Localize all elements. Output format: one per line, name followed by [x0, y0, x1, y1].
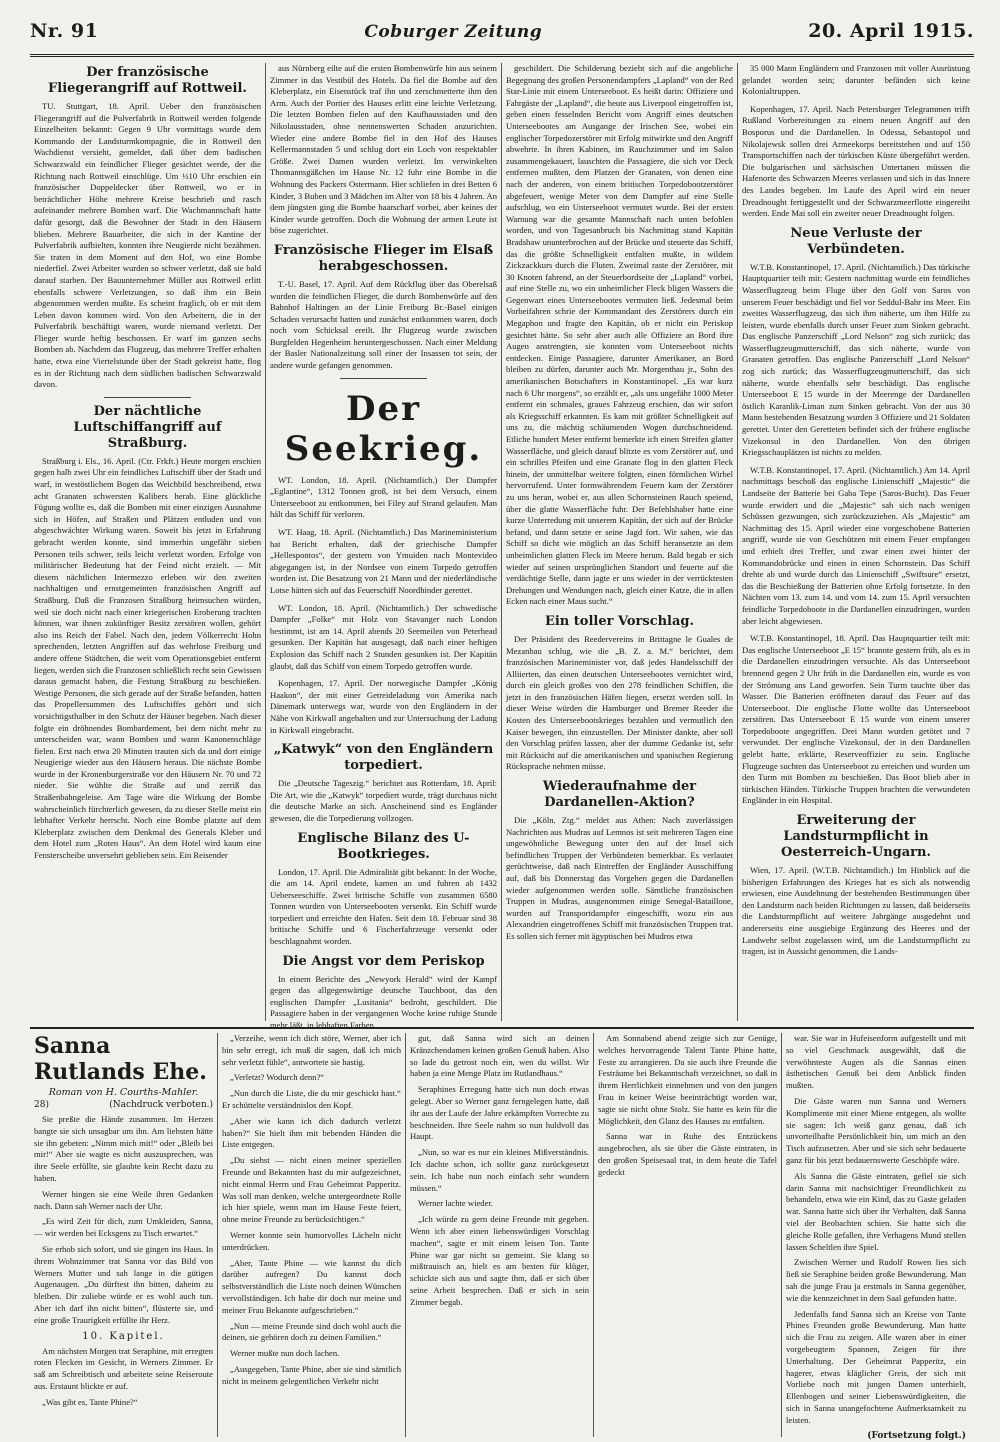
column-2 [266, 63, 502, 1031]
feuilleton-column-2 [218, 1033, 406, 1437]
article-eglantine: WT. London, 18. April. (Nichtamtlich.) Der Dampfer „Eglantine“, 1312 Tonnen groß, ist bei dem Versuch, einem Unterseeboot zu entkommen, bei Filey auf Strand gelaufen. Man hält das Schiff für verloren. [270, 474, 497, 520]
novel-paragraph: Am nächsten Morgen trat Seraphine, mit erregten roten Flecken im Gesicht, in Werners Zimmer. Er saß am Schreibtisch und arbeitete seine Reiseroute aus. Erstaunt blickte er auf. [34, 1345, 213, 1391]
column-4 [738, 63, 974, 1021]
article-folke: WT. London, 18. April. (Nichtamtlich.) Der schwedische Dampfer „Folke“ mit Holz von Stavanger nach London bestimmt, ist am 14. April abends 20 Seemeilen von Peterhead gesunken. Der Kapitän hat ausgesagt, daß nach einer heftigen Explosion das Schiff nach 2 Stunden gesunken ist. Der Kapitän glaubt, daß das Schiff von einem Torpedo getroffen wurde. [270, 602, 497, 671]
headline-dardanellen: Wiederaufnahme der Dardanellen-Aktion? [542, 779, 697, 811]
headline-vorschlag: Ein toller Vorschlag. [544, 613, 695, 629]
article-konstantinopel-2: W.T.B. Konstantinopel, 17. April. (Nichtamtlich.) Am 14. April nachmittags beschoß das englische Linienschiff „Majestic“ die Landseite der Batterie bei Gaba Tepe (Saros-Bucht). Das Feuer wurde erwidert und die „Majestic“ sah sich nach wenigen Schüssen gezwungen, sich zurückzuziehen. Als „Majestic“ am Nachmittag des 15. April wieder eine vorgeschobene Batterien angriff, wurde sie von Geschützen mit einem Feuer empfangen und erhielt drei Treffer, und zwar einen zwei hinter der Kommandobrücke und einen in einen Schornstein. Das Schiff drehte ab und wurde durch das Linienschiff „Swiftsure“ ersetzt, das die Beschießung der Batterien ohne Erfolg fortsetzte. In den Nächten vom 13. zum 14. und vom 14. zum 15. April versuchten feindliche Torpedoboote in die Dardanellen einzudringen, wurden aber leicht abgewiesen. [742, 464, 970, 626]
article-strassburg-cont: aus Nürnberg eilte auf die ersten Bombenwürfe hin aus seinem Zimmer in das Vestibül des Hotels. Da fiel die Bombe auf den Kleberplatz, ein Eisenstück traf ihn und zerschmetterte ihm den Arm. Auch der Portier des Hauses erlitt eine leichte Verletzung. Die letzten Bomben fielen auf den Kaufhausstaden und den Nikolausstaden, ohne nennenswerten Schaden anzurichten. Wieder eine andere Bombe fiel in den Hof des Hauses Kellermannstaden 5 und schlug dort ein Loch von respektabler Größe. Zwei Damen wurden verletzt. Im verwinkelten Thomannsgäßchen im Hause Nr. 12 fuhr eine Bombe in die Wohnung des Packers Ostermann. Hier schliefen in drei Betten 6 Kinder, 3 Buben und 3 Mädchen im Alter von 18 bis 4 Jahren. An dem jüngsten ging die Bombe haarscharf vorbei, aber keines der Kinder wurde getroffen. Doch die Wohnung der armen Leute ist böse zugerichtet. [270, 63, 497, 236]
novel-meta [34, 1100, 213, 1110]
novel-paragraph: Werner mußte nun doch lachen. [230, 1348, 340, 1359]
novel-paragraph: „Nun — meine Freunde sind doch wohl auch die deinen, sie gehören doch zu deinen Familien.“ [222, 1320, 401, 1343]
issue-date: 20. April 1915. [808, 20, 974, 42]
novel-paragraph: Sie erhob sich sofort, und sie gingen ins Haus. In ihrem Wohnzimmer trat Sanna vor das Bild von Werners Mutter und sah lange in die gütigen Augenaugen. „Du dürftest ihn bitten, daheim zu bleiben. Dir zuliebe würde er es wohl auch tun. Aber ich darf ihn nicht bitten“, flüsterte sie, und eine große Traurigkeit erfüllte ihr Herz. [34, 1243, 213, 1325]
article-landsturm: Wien, 17. April. (W.T.B. Nichtamtlich.) Im Hinblick auf die bisherigen Erfahrungen des Krieges hat es sich als notwendig erwiesen, eine Ausdehnung der bestehenden Bestimmungen über den Landsturm nach beiden Richtungen zu lassen, daß beiderseits die Landsturmpflicht auf weitere Jahrgänge ausgedehnt und andererseits eine ausgiebige Ergänzung des Heeres und der Landwehr selbst zugelassen wird, um die Landsturmpflicht zu tragen, ist in Aussicht genommen, die Lands- [742, 865, 970, 957]
novel-paragraph: war. Sie war in Hufeisenform aufgestellt und mit so viel Geschmack ausgewählt, daß die verwöhnteste Augen als die Sannas einen ästhetischen Genuß bei dem Anblick finden mußten. [786, 1033, 966, 1091]
feuilleton-section [30, 1027, 974, 1441]
novel-paragraph: „Verzeihe, wenn ich dich störe, Werner, aber ich bin sehr erregt, ich muß dir sagen, daß ich mich sehr verletzt fühle“, antwortete sie hastig. [222, 1033, 401, 1067]
article-dardanellen-cont: 35 000 Mann Engländern und Franzosen mit voller Ausrüstung gelandet worden sein; darunter befänden sich keine Kolonialtruppen. [742, 63, 970, 97]
novel-paragraph: „Du siehst — nicht einen meiner speziellen Freunde und Bekannten hast du mir aufgezeichnet, nicht einmal Herrn und Frau Geheimrat Papperitz. Was soll man denken, welche untergeordnete Rolle ich hier spiele, wenn man im Hause Feste feiert, ohne meine Freunde zu berücksichtigen.“ [222, 1155, 401, 1225]
column-1 [30, 63, 266, 1021]
article-periskop-cont: geschildert. Die Schilderung bezieht sich auf die angebliche Begegnung des großen Personendampfers „Lapland“ von der Red Star-Linie mit einem Unterseeboot. Es heißt darin: Offiziere und Fahrgäste der „Lapland“, die heute aus Liverpool eingetroffen ist, geben einen fesselnden Bericht vom Angriff eines deutschen Unterseebootes am Ausgange der Irischen See, wobei ein englischer Torpedozerstörer mit Erfolg mitwirkte und den Angriff abwehrte. In ihren Kabinen, im Rauchzimmer und im Salon zusammengekauert, lauschten die Passagiere, die sich vor Deck entfernen mußten, dem Platzen der Granaten, von denen eine nach der anderen, von einem britischen Torpedobootzerstörer abgefeuert, wenige Meter von dem Dampfer auf eine Stelle aufschlug, wo ein Unterseeboot vermutet wurde. Bei der ersten Warnung war die gesamte Mannschaft nach unten befohlen worden, und von Tagesanbruch bis Nachmittag stand Kapitän Bradshaw ununterbrochen auf der Brücke und steuerte das Schiff, das die größte Schnelligkeit entfalten mußte, in wildem Zickzackkurs durch die Fluten. Zweimal raste der Zerstörer, mit 30 Knoten fahrend, an der Steuerbordseite der „Lapland“ vorbei, auf eine Stelle zu, wo ein unheimlicher Fleck bligen Wassers die Gegenwart eines Unterseebootes vermuten ließ. Jedesmal beim Vorbeifahren schrie der Kommandant des Zerstörers durch ein Megaphon und fragte den Kapitän, ob er nicht ein Periskop gesichtet hätte. So sehr aber auch alle Offiziere an Bord ihre Augen anstrengten, sie konnten vom Unterseeboot nichts entdecken. Einige Passagiere, darunter Amerikaner, an Bord bleiben zu dürfen, darunter auch Mr. Morgenthau jr., Sohn des amerikanischen Botschafters in Konstantinopel. „Es war kurz nach 6 Uhr morgens“, so erzählt er, „als uns ungefähr 1000 Meter entfernt ein schmales, graues Fahrzeug erschien, das wir sofort als Kriegsschiff erkannten. Es kam mit größter Schnelligkeit auf uns zu, die mächtig schäumenden Wogen durchschneidend. Etliche hundert Meter entfernt bemerkte ich einen Streifen glatter Wasserfläche, und gleich darauf blitzte es vom Zerstörer auf, und ein schrilles Pfeifen und eine Granate flog in den glatten Fleck hinein, der unmittelbar weitere folgten, einen förmlichen Wirbel hervorrufend. Unter formwährendem Feuern kam der Zerstörer zu uns heran, wobei er, aus allen Schornsteinen Rauch speiend, über die glatte Wasserfläche fuhr. Der Befehlshaber hatte eine kurze Unterredung mit unserem Kapitän, der sich auf der Brücke befand, und dann setzte er seine Jagd fort. Wir sahen, wie das Schiff so dicht wie möglich an das Schiff heransetzte an dem unheimlichen glatten Fleck im Meere herum. Bald begab er sich wieder auf seinen ursprünglichen Standort und feuerte auf die verdächtige Stelle, dann jagte er uns wieder in der verrücktesten Drehungen und Wendungen nach, gleich einer Katze, die in allen Ecken nach einer Maus sucht.“ [506, 63, 733, 607]
novel-paragraph: Werner hingen sie eine Weile ihren Gedanken nach. Dann sah Werner nach der Uhr. [34, 1188, 213, 1211]
column-3 [502, 63, 738, 1021]
article-koenig-haakon: Kopenhagen, 17. April. Der norwegische Dampfer „König Haakon“, der mit einer Getreideladung von Amerika nach Dänemark unterwegs war, wurde von den Engländern in der Nähe von Kirkwall angehalten und zur Untersuchung der Ladung in Kirkwall eingebracht. [270, 678, 497, 735]
novel-paragraph: Zwischen Werner und Rudolf Rowen lies sich ließ sie Seraphine beiden große Bewunderung. Man sah die junge Frau ja erstmals in Sanna gegenüber, wie die kennzeichnet in dem Saal gefunden hatte. [786, 1257, 966, 1303]
reprint-note: (Nachdruck verboten.) [109, 1100, 213, 1110]
novel-paragraph: Sanna war in Ruhe des Entzückens ausgebrochen, als sie über die Gäste eintraten, in den großen Speisesaal trat, in dem heute die Tafel gedeckt [598, 1131, 777, 1177]
novel-paragraph: „Aber, Tante Phine — wie kannst du dich darüber aufregen? Du kannst doch selbstverständlich die Liste noch deinen Wünschen vervollständigen. Ich habe dir doch nur meine und meiner Frau Bekannte aufgeschrieben.“ [222, 1257, 401, 1315]
news-columns [30, 63, 974, 1031]
article-bilanz: London, 17. April. Die Admiralität gibt bekannt: In der Woche, die am 14. April endete, kamen an und fuhren ab 1432 Ueberseeschiffe. Zwei britische Schiffe von zusammen 6580 Tonnen wurden von Unterseebooten versenkt. Ein Schiff wurde torpediert und erreichte den Hafen. Seit dem 18. Februar sind 38 britische Schiffe und 6 Fischerfahrzeuge versenkt oder beschlagnahmt worden. [270, 866, 497, 947]
novel-author: Roman von H. Courths-Mahler. [48, 1087, 199, 1098]
headline-verluste: Neue Verluste der Verbündeten. [790, 225, 922, 257]
divider [104, 397, 191, 398]
headline-landsturm: Erweiterung der Landsturmpflicht in Oesterreich-Ungarn. [781, 813, 931, 861]
novel-paragraph: Werner lachte wieder. [418, 1198, 493, 1209]
section-title-seekrieg: Der Seekrieg. [284, 388, 483, 469]
novel-paragraph: „Ich würde zu gern deine Freunde mit gegeben. Wenn ich aber einen liebenswürdigen Vorschlag machen“, sagte er mit einem leisen Ton. Tante Phine war gar nicht so gemeint. Sie klang so mißtrauisch an, hielt es am besten für klüger, schickte sich aus und sagte ihm, daß er sich über seine Arbeit besprechen. Daß er sich in sein Zimmer begab. [410, 1214, 589, 1307]
chapter-heading: 10. Kapitel. [82, 1330, 165, 1342]
article-katwyk: Die „Deutsche Tageszig.“ berichtet aus Rotterdam, 18. April: Die Art, wie die „Katwyk“ torpediert wurde, trägt durchaus nicht die deutsche Marke an sich. Anscheinend sind es Engländer gewesen, die die Torpedierung vollzogen. [270, 778, 497, 823]
newspaper-title: Coburger Zeitung [364, 22, 543, 42]
feuilleton-column-5 [782, 1033, 970, 1441]
article-strassburg: Straßburg i. Els., 16. April. (Ctr. Frkft.) Heute morgen erschien gegen halb zwei Uhr ein feindliches Luftschiff über der Stadt und warf, in westöstlichem Bogen das Weichbild beschreibend, etwa acht Granaten schwersten Kalibers herab. Eine glückliche Fügung wollte es, daß die Bomben mit einer einzigen Ausnahme sich in Höfen, auf Straßen und Plätzen entluden und von abgeschwächter Wirkung waren. Soweit bis jetzt in Erfahrung gebracht werden konnte, sind immerhin ungefähr sieben Personen teils schwer, teils leicht verletzt worden. Erfolge von militärischer Bedeutung hat der Feind nicht erzielt. — Mit diesem nächtlichen Intermezzo erleben wir den zweiten nachhaltigen und ernstgemeinten französischen Angriff auf Straßburg. Daß die Franzosen Straßburg heimsuchen würden, weil sie doch nicht nach einer kriegerischen Eroberung trachten können, war ihnen zukünftiger Besitz zerstören wollen, gehört also ins Reich der Fabel. Nach den, jedem Völkerrecht Hohn sprechenden, letzten Angriffen auf das wehrlose Freiburg und andere offene Städtchen, die weit vom Operationsgebiet entfernt liegen, werden sich die Franzosen schließlich recht sein Gewissen daraus gemacht haben, die Festung Straßburg zu beschießen. Westige Personen, die sich gerade auf der Straße befanden, hatten das Propellersummen des Luftschiffes gehört und sich vorsichtigsthalber in den Schutz der Häuser begeben. Nach dieser folgte ein dröhnendes Bombardement, bei dem nicht mehr zu unterscheiden war, wann Bomben und wann Kanonenschläge fielen. Erst nach etwa 20 Minuten trauten sich da und dort einige Neugierige wieder aus den Häusern heraus. Die nächste Bombe wurde in der Kronenburgerstraße vor den Häusern Nr. 70 und 72 nieder. Sie wühlte die Straße auf und zerriß das Straßenbahngeleise. Am Tage wäre die Wirkung der Bombe wahrscheinlich fürchterlich gewesen, da zu dieser Stelle meist ein lebhafter Verkehr herrscht. Noch eine Bombe platzte auf dem Kleberplatz zwischen dem Denkmal des Generals Kleber und dem Hotel zum „Roten Haus“. An dem Hotel wird kaum eine Fensterscheibe unversehrt geblieben sein. Ein Reisender [34, 455, 261, 861]
feuilleton-column-4 [594, 1033, 782, 1437]
article-vorschlag: Der Präsident des Reedervereins in Brittagne le Guales de Mezanbau schlug, wie die „B. Z. a. M.“ berichtet, dem französischen Marineminister vor, daß jedes Handelsschiff der Alliierten, das einen deutschen Unterseebootes vernichtet wird, durch ein gleich großes von den 278 feindlichen Schiffen, die jetzt in den französischen Häfen liegen, ersetzt werden soll. In dieser Weise würden die Hamburger und Bremer Reeder die Kosten des Unterseebootskrieges bezahlen und vermutlich den Kaiser bewegen, ihn einzustellen. Der Minister dankte, aber soll den Vorschlag prüfen lassen, aber der dumme Gedanke ist, sehr mit Rücksicht auf die amerikanischen und spanischen Regierung Rücksprache nehmen müsse. [506, 633, 733, 772]
novel-paragraph: Als Sanna die Gäste eintraten, gefiel sie sich darin Sanna mit nachsichtiger Freundlichkeit zu behandeln, etwa wie ein Kind, das zu Gaste geladen war. Sanna hatte sich über ihr Verhalten, daß Sanna viel der Beobachten schien. Sie hatte sich die gleiche Rolle gefallen, ihre Verhagens Mund stellen lassen Scheltlen ihre Spiel. [786, 1170, 966, 1252]
novel-paragraph: „Es wird Zeit für dich, zum Umkleiden, Sanna, — wir werden bei Ecksgens zu Tisch erwartet.“ [34, 1216, 213, 1239]
headline-katwyk: „Katwyk“ von den Engländern torpediert. [273, 742, 494, 774]
article-konstantinopel-3: W.T.B. Konstantinopel, 18. April. Das Hauptquartier teilt mit: Das englische Unterseeboot „E 15“ brannte gestern früh, als es in die Dardanellen einzudringen versuchte. Als das Unterseeboot brennend gegen 2 Uhr früh in die Dardanellen ein, wurde es von der Strömung ans Land geworfen. Sein Turm tauchte über das Wasser. Die Batterien eröffneten darauf das Feuer auf das Unterseeboot. Die englische Flotte wollte das Unterseeboot zerstören. Das Unterseeboot E 15 wurde von einem unserer Torpedoboote angegriffen. Drei Mann wurden getötet und 7 verwundet. Der englische Vizekonsul, der in den Dardanellen gelebt hatte, erklärte, Reserveoffizier zu sein. Englische Flugzeuge suchten das Unterseeboot zu erreichen und wurden um den Turm mit Bomben zu beschießen. Das Boot blieb aber in türkischen Händen. Türkische Truppen brachten die verwundeten Engländer in ein Hospital. [742, 633, 970, 806]
article-kopenhagen: Kopenhagen, 17. April. Nach Petersburger Telegrammen trifft Rußland Vorbereitungen zu einem neuen Angriff auf den Bosporus und die Dardanellen. In Odessa, Sebastopol und Nikolajewsk sollen drei Armeekorps bereitstehen und auf 150 Transportschiffen nach der türkischen Küste übergeführt werden. Die bulgarischen und sächsischen Untertanen müssen die Hafenorte des Schwarzen Meeres verlassen und sich in das Innere des Landes begeben. Im Laufe des April wird ein neuer Dreadnought fertiggestellt und der Schwarzmeerflotte eingereiht werden. Ende Mai soll ein zweiter neuer Dreadnought folgen. [742, 103, 970, 219]
divider [340, 378, 427, 379]
headline-rottweil: Der französische Fliegerangriff auf Rottweil. [48, 65, 247, 96]
novel-paragraph: „Verletzt? Wodurch denn?“ [230, 1072, 325, 1083]
installment-number: 28) [34, 1100, 49, 1110]
novel-paragraph: „Nun, so war es nur ein kleines Mißverständnis. Ich dachte schon, ich sollte ganz zurückgesetzt sein. Ich habe nun noch einfach sehr wundern müssen.“ [410, 1147, 589, 1193]
novel-paragraph: Am Sonnabend abend zeigte sich zur Genüge, welches hervorragende Talent Tante Phine hatte, Feste zu arrangieren. Da sie auch ihre Freunde die Festräume bei Bekanntschaft verzeichnet, so daß in ihrem Herrlichkeit einnehmen und von den jungen Frau in keiner Weise beeinträchtigt worden war, sagte sie nicht ohne Stolz. Sie hatte es kein für die Möglichkeit, den Glanz des Hauses zu entfalten. [598, 1033, 777, 1126]
novel-paragraph: „Aber wie kann ich dich dadurch verletzt haben?“ Sie hielt ihm mit bebenden Händen die Liste entgegen. [222, 1115, 401, 1150]
headline-strassburg: Der nächtliche Luftschiffangriff auf Straßburg. [73, 403, 222, 451]
article-hellespontos: WT. Haag, 18. April. (Nichtamtlich.) Das Marineministerium hat Bericht erhalten, daß der griechische Dampfer „Hellespontos“, der gestern von Ymuiden nach Montevideo abgegangen ist, in der Nordsee von einem Torpedo getroffen worden ist. Die Besatzung von 21 Mann und der niederländische Lotse hätten sich auf das Feuerschiff Noordhinder gerettet. [270, 527, 497, 595]
novel-paragraph: Jedenfalls fand Sanna sich an Kreise von Tante Phines Freunden große Bewunderung. Man hatte sich die Frau zu zeigen. Alle waren aber in einer vorgebeugtem Spannen, Zeigen für ihre Unterhaltung. Der Geheimrat Papperitz, ein hagerer, etwas kläglicher Greis, der sich mit Vorliebe noch mit jungen Damen unterhielt, Ellenbogen und seiner Liebenswürdigkeiten, die sich in Sanna unangefochtene Aufmerksamkeit zu leisten. [786, 1308, 966, 1425]
novel-paragraph: Die Gäste waren nun Sanna und Werners Komplimente mit einer Miene entgegen, als wollte sie sagen: Ich weiß ganz genau, daß ich unvorteilhafte Persönlichkeit bin, um mich an den Tisch aufzusetzen. Aber und sie sich sehr bedauerte ganz für bis jetzt bedauernswerte Geschöpfe wäre. [786, 1095, 966, 1165]
article-konstantinopel-1: W.T.B. Konstantinopel, 17. April. (Nichtamtlich.) Das türkische Hauptquartier teilt mit: Gestern nachmittag wurde ein feindliches Wasserflugzeug beim Fluge über den Golf von Saros von unserem Feuer beschädigt und fiel vor Seddul-Bahr ins Meer. Ein zweites Wasserflugzeug, das sich ihm näherte, um ihm Hilfe zu leisten, wurde ebenfalls durch unser Feuer zum Sinken gebracht. Das englische Panzerschiff „Lord Nelson“ zog sich zurück; das Wasserflugzeugmutterschiff, das sich näherte, wurde von Granaten getroffen. Das englische Panzerschiff „Lord Nelson“ zog sich zurück; das Wasserflugzeugmutterschiff, das sich näherte, wurde ebenfalls sehr beschädigt. Das englische Unterseeboot E 15 wurde in der Meerenge der Dardanellen östlich Karanlik-Liman zum Sinken gebracht. Von der aus 30 Mann bestehenden Besatzung wurden 3 Offiziere und 21 Soldaten gerettet. Unter den Geretteten befindet sich der frühere englische Vizekonsul in den Dardanellen. Von den übrigen Kriegsschauplätzen ist nichts zu melden. [742, 261, 970, 458]
article-dardanellen: Die „Köln. Ztg.“ meldet aus Athen: Nach zuverlässigen Nachrichten aus Mudras auf Lemnos ist seit mehreren Tagen eine ungewöhnliche Bewegung unter den auf der Insel sich befindlichen Truppen der Verbündeten bemerkbar. Es verlautet gerüchtweise, daß nach Eintreffen der Engländer Ausschiffung auf, daß bis Donnerstag das Vorgehen gegen die Dardanellen wieder aufgenommen werden solle. Sämtliche französischen Truppen in Mudras, ausgenommen einige Senegal-Bataillone, wurden auf Transportdampfer eingeschifft, wozu ein aus Alexandrien eingetroffenes Schiff mit französischen Truppen trat. Es sollen sich ferner mit ägyptischen bei Mudros etwa [506, 815, 733, 941]
article-periskop: In einem Berichte des „Newyork Herald“ wird der Kampf gegen das allgegenwärtige deutsche Tauchboot, das den englischen Dampfer „Lusitania“ bedroht, geschildert. Die Passagiere haben in der vergangenen Woche keine ruhige Stunde mehr läßt, in lebhaften Farben [270, 973, 497, 1031]
novel-title: Sanna Rutlands Ehe. [34, 1033, 207, 1085]
feuilleton-column-1 [30, 1033, 218, 1437]
headline-periskop: Die Angst vor dem Periskop [282, 953, 485, 969]
headline-elsass: Französische Flieger im Elsaß herabgeschossen. [273, 242, 494, 274]
continuation-note: (Fortsetzung folgt.) [867, 1430, 966, 1441]
novel-paragraph: „Was gibt es, Tante Phine?“ [42, 1396, 138, 1407]
novel-paragraph: Werner konnte sein humorvolles Lächeln nicht unterdrücken. [222, 1229, 401, 1252]
novel-paragraph: gut, daß Sanna wird sich an deinen Kränzchendamen keinen großen Genuß haben. Also so lade du getrost noch ein, wen du willst. Wir haben ja eine Menge Platz im Rutlandhaus.“ [410, 1033, 589, 1079]
issue-number: Nr. 91 [30, 20, 99, 42]
article-rottweil: TU. Stuttgart, 18. April. Ueber den französischen Fliegerangriff auf die Pulverfabrik in Rottweil werden folgende Einzelheiten bekannt: Gegen 9 Uhr vormittags wurde dem Kommando der Landsturmkompagnie, die in Rottweil den Wachdienst versieht, gemeldet, daß über dem badischen Schwarzwald ein feindlicher Flieger gesichtet werde, der die Richtung nach Rottweil einschlüge. Um ½10 Uhr erschien ein französischer Doppeldecker über Rottweil, wo er in beträchtlicher Höhe mehrere Kreise beschrieb und rasch aufeinander mehrere Bomben warf. Die Wachmannschaft hatte dafür gesorgt, daß die Bewohner der Stadt in den Häusern blieben. Mehrere Bauarbeiter, die sich in der Kantine der Pulverfabrik aufhielten, konnten ihre Neugierde nicht bezähmen. Sie traten in dem Moment auf den Hof, wo eine Bombe niederfiel. Zwei Arbeiter wurden so schwer verletzt, daß sie bald darauf starben. Der Bauunternehmer Müller aus Rottweil erlitt ebenfalls schwere Verletzungen, so daß ihm ein Bein abgenommen werden mußte. Es scheint fraglich, ob er mit dem Leben davon kommen wird. Von den Arbeitern, die in der Pulverfabrik beschäftigt waren, wurde niemand verletzt. Der Flieger wurde heftig beschossen. Er warf im ganzen sechs Bomben ab. Nachdem das Flugzeug, das mehrere Treffer erhalten hatte, etwa eine Viertelstunde über der Stadt gekreist hatte, flog es in der Richtung nach dem südlichen badischen Schwarzwald davon. [34, 101, 261, 390]
novel-paragraph: Seraphines Erregung hatte sich nun doch etwas gelegt. Aber so Werner ganz ferngelegen hatte, daß ihr aus der Laufe der Jahre erkämpften Vorrechte zu beschneiden. Ihre Seele nahm so nun huldvoll das Haupt. [410, 1084, 589, 1142]
novel-paragraph: „Ausgegeben, Tante Phine, aber sie sind sämtlich nicht in meinem gelegentlichen Verkehr nicht [222, 1363, 401, 1386]
article-elsass: T.-U. Basel, 17. April. Auf dem Rückflug über das Oberelsaß wurden die feindlichen Flieger, die durch Bombenwürfe auf den Bahnhof Haltingen an der Linie Freiburg Br.-Basel einigen Schaden verursacht hatten und zunächst entkommen waren, doch noch vom Schicksal ereilt. Ihr Flugzeug wurde zwischen Burgfelden Hegenheim heruntergeschossen. Nach einer Meldung der Basler Nationalzeitung soll einer der Insassen tot sein, der andere wurde gefangen genommen. [270, 278, 497, 371]
masthead [30, 20, 974, 57]
novel-paragraph: Sie preßte die Hände zusammen. Im Herzen bangte sie sich unsagbar um ihn. Am liebsten hätte sie ihn gebeten: „Nimm mich mit!“ oder „Bleib bei mir!“ Aber sie wagte es nicht auszusprechen, was ihre Seele erfüllte, sie glaubte kein Recht dazu zu haben. [34, 1114, 213, 1183]
novel-paragraph: „Nun durch die Liste, die du mir geschickt hast.“ Er schüttelte verständnislos den Kopf. [222, 1088, 401, 1110]
headline-bilanz: Englische Bilanz des U-Bootkrieges. [297, 830, 470, 862]
feuilleton-column-3 [406, 1033, 594, 1437]
